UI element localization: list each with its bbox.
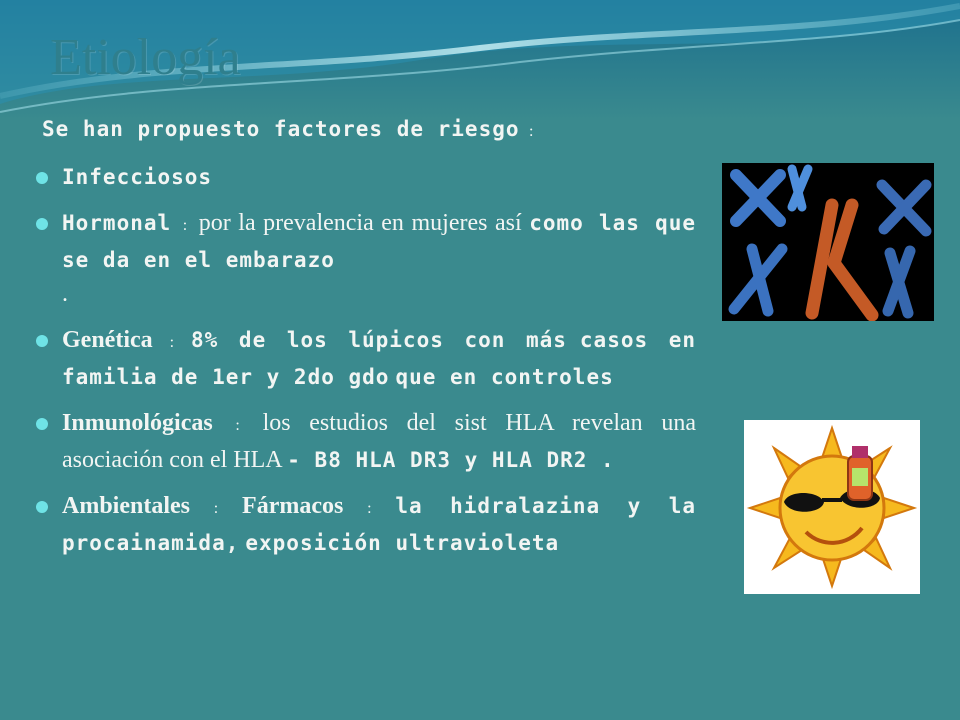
bullet-dot-icon — [36, 418, 48, 430]
bullet-dot-icon — [36, 335, 48, 347]
bullet-text: 8% de los lúpicos con más — [191, 328, 567, 352]
sun-sunglasses-icon — [744, 420, 920, 594]
bullet-text: casos en familia de 1er y 2do gdo — [62, 328, 697, 389]
bullet-head: Infecciosos — [62, 165, 213, 189]
bullet-infecciosos — [36, 160, 696, 194]
bullet-text: por la prevalencia en mujeres así — [198, 210, 522, 236]
bullet-list — [36, 160, 696, 572]
bullet-head: Genética — [62, 327, 153, 353]
bullet-text: como las que se da en el embarazo — [62, 211, 697, 272]
bullet-sep: : — [169, 334, 175, 351]
bullet-head: Hormonal — [62, 211, 172, 235]
sun-image — [744, 420, 920, 594]
intro-text: Se han propuesto factores de riesgo — [42, 117, 520, 141]
bullet-sep: : — [182, 217, 188, 234]
bullet-text: la hidralazina y la procainamida, — [62, 494, 696, 555]
bullet-sep: : — [235, 417, 240, 434]
bullet-dot-icon — [36, 501, 48, 513]
bullet-sep2: : — [367, 500, 372, 517]
bullet-tail: . — [62, 281, 68, 307]
bullet-text: que en controles — [395, 365, 614, 389]
bullet-genetica — [36, 323, 696, 394]
chromosomes-icon — [722, 163, 934, 321]
intro-colon: : — [529, 123, 534, 140]
bullet-ambientales — [36, 489, 696, 560]
bullet-hormonal — [36, 206, 696, 311]
bullet-text: exposición ultravioleta — [245, 531, 560, 555]
bullet-text: los estudios del sist HLA revelan una asociación con el HLA — [62, 410, 697, 473]
slide-title: Etiología — [50, 29, 241, 86]
bullet-inmunologicas — [36, 406, 696, 477]
bullet-text: - B8 HLA DR3 y HLA DR2 . — [287, 448, 615, 472]
bullet-head: Inmunológicas — [62, 410, 213, 436]
bullet-dot-icon — [36, 218, 48, 230]
bullet-dot-icon — [36, 172, 48, 184]
bullet-sep: : — [213, 500, 219, 517]
intro-line — [42, 116, 682, 142]
bullet-head2: Fármacos — [242, 493, 344, 519]
bullet-head: Ambientales — [62, 493, 190, 519]
chromosomes-image — [722, 163, 934, 321]
